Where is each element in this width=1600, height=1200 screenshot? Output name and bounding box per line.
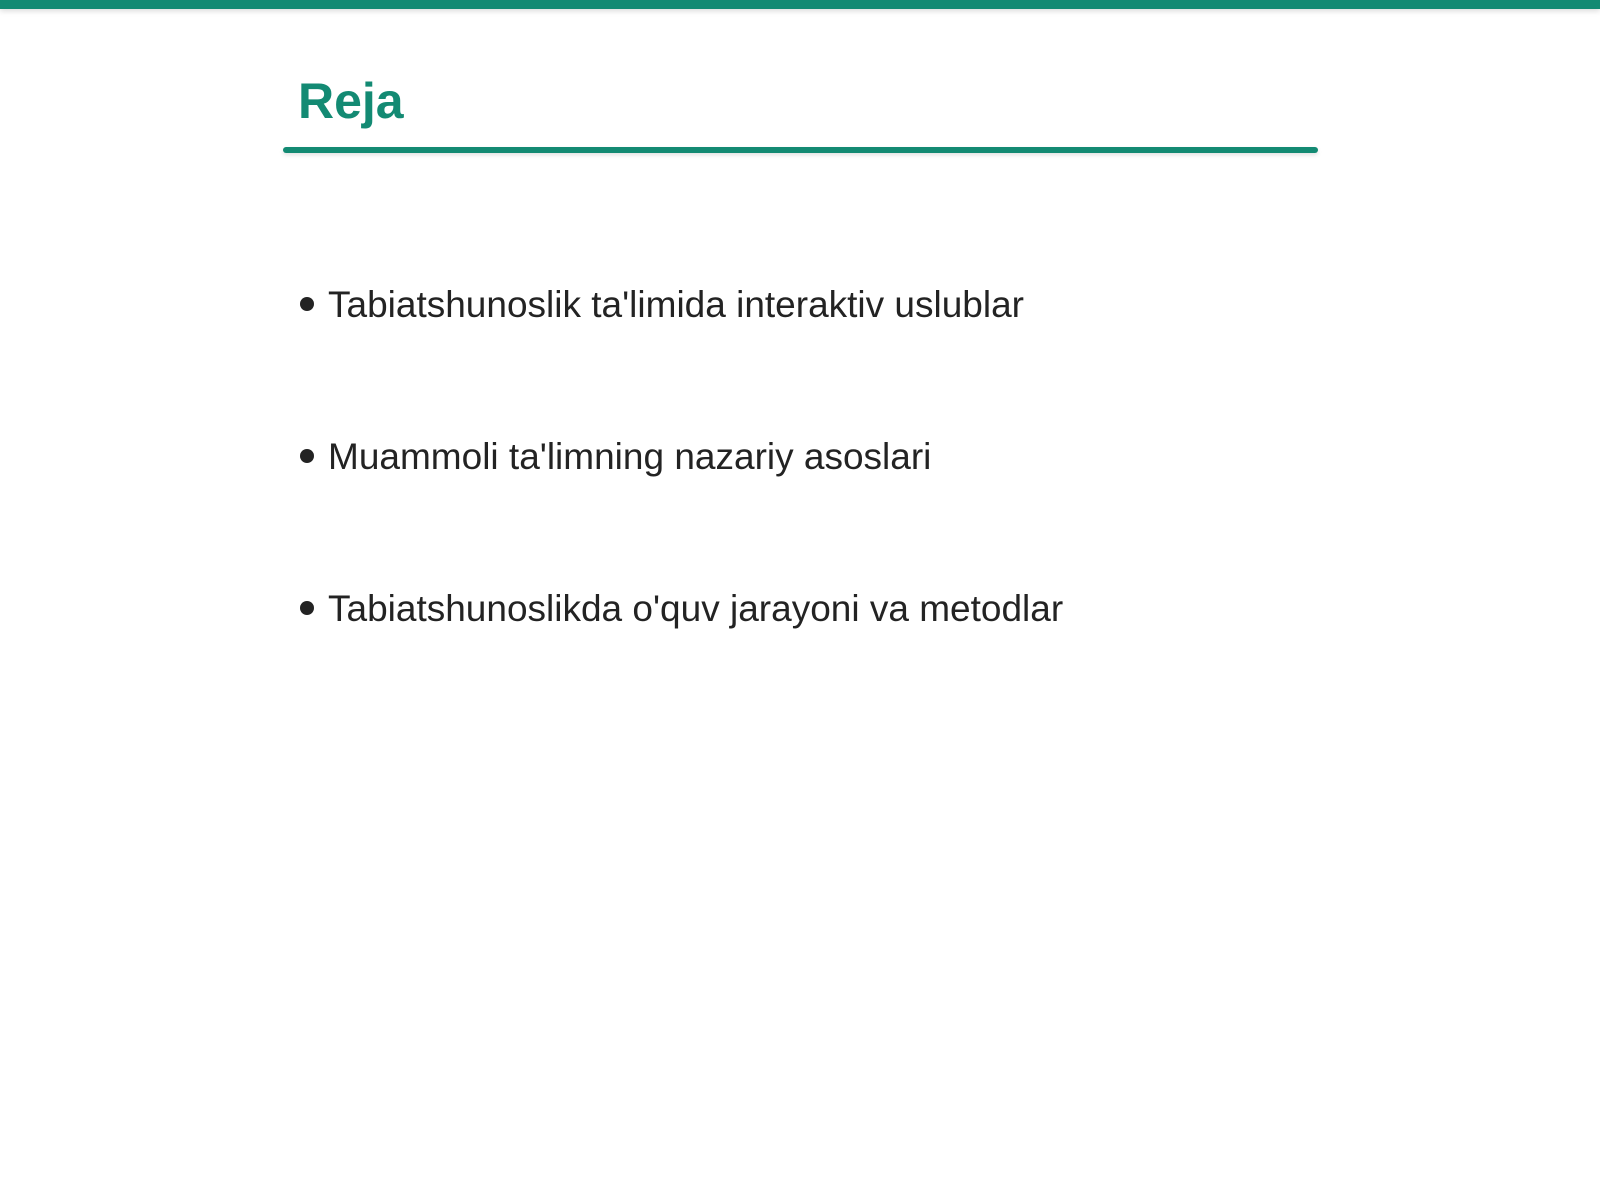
bullet-dot-icon — [300, 449, 314, 463]
bullet-dot-icon — [300, 297, 314, 311]
bullet-item — [300, 432, 931, 482]
bullet-text: Tabiatshunoslikda o'quv jarayoni va metodlar — [328, 588, 1064, 629]
slide-title: Reja — [298, 73, 404, 129]
title-underline — [283, 147, 1318, 153]
bullet-dot-icon — [300, 601, 314, 615]
bullet-item — [300, 584, 1063, 634]
bullet-text: Muammoli ta'limning nazariy asoslari — [328, 436, 932, 477]
top-accent-bar — [0, 0, 1600, 9]
bullet-item — [300, 280, 1024, 330]
bullet-text: Tabiatshunoslik ta'limida interaktiv uslublar — [328, 284, 1025, 325]
